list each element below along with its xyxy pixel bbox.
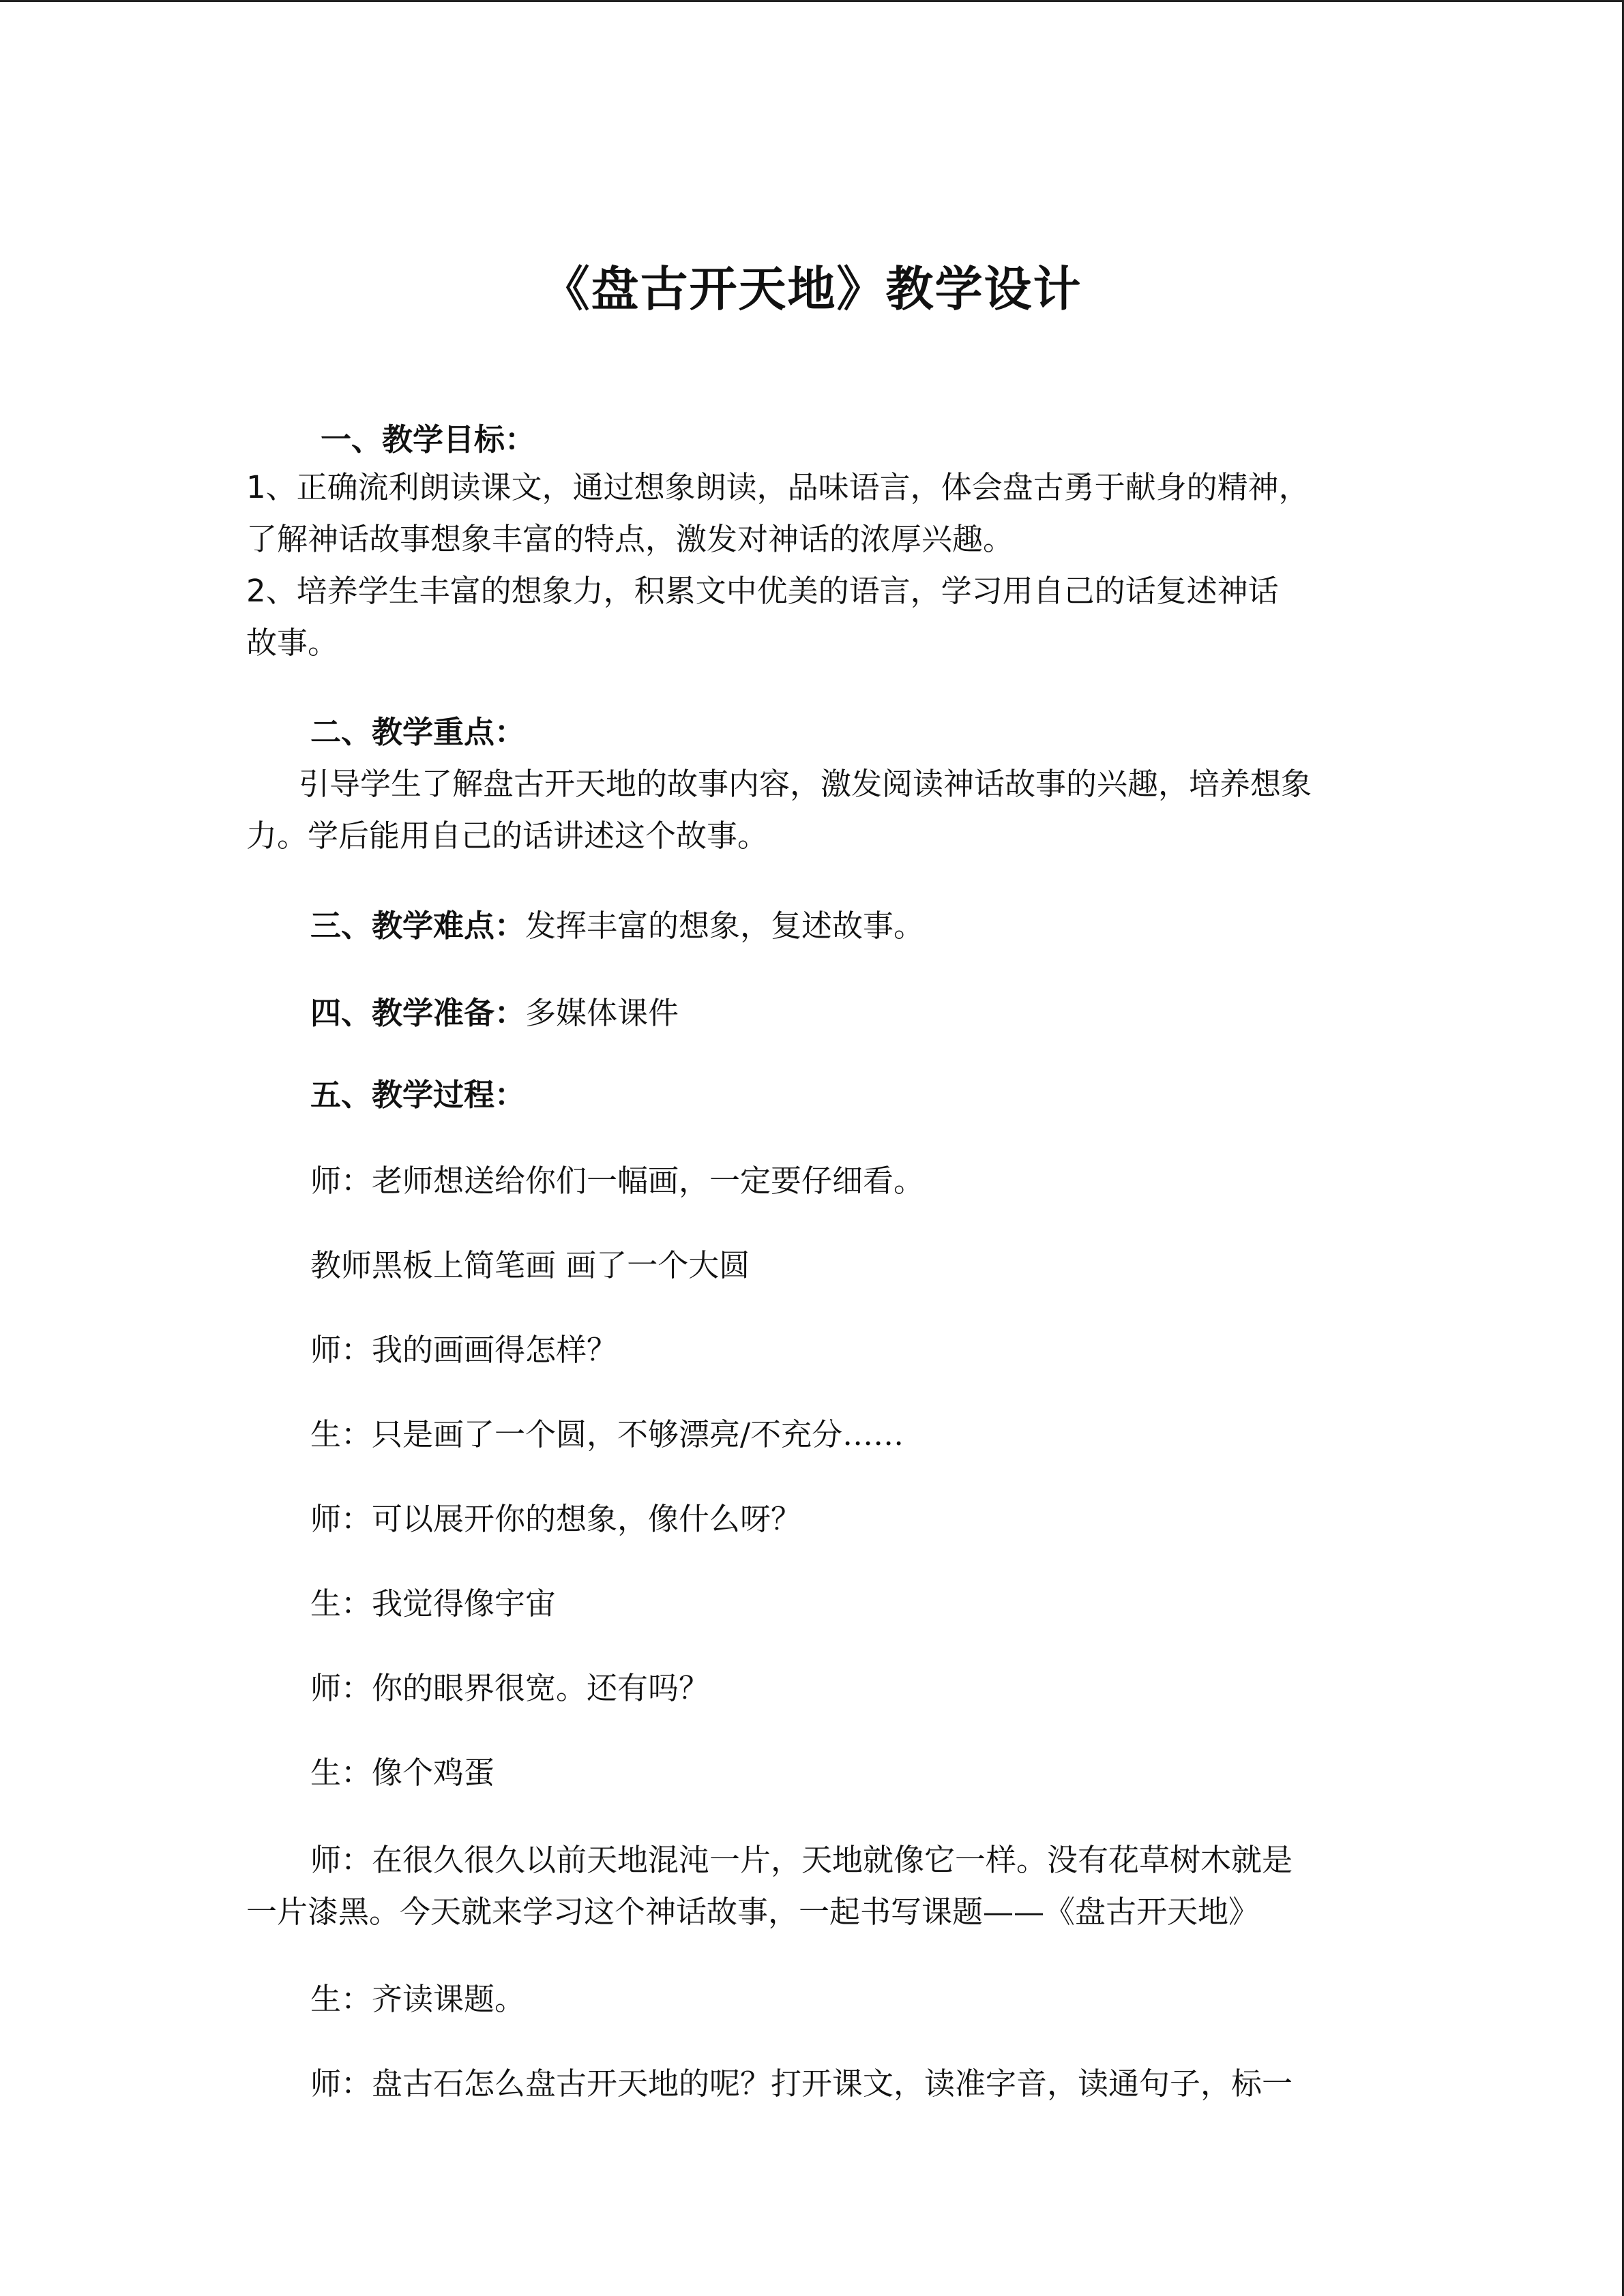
- goal-item-2-number: 2: [246, 573, 266, 609]
- key-points-heading: 二、教学重点：: [310, 714, 526, 750]
- goals-heading: 一、教学目标：: [321, 421, 536, 458]
- dialogue-line: 师：你的眼界很宽。还有吗？: [310, 1670, 710, 1706]
- preparation-label: 四、教学准备：: [310, 995, 526, 1031]
- process-heading: 五、教学过程：: [310, 1077, 526, 1113]
- goal-item-1-number: 1: [246, 469, 266, 505]
- paragraph-line-2: 一片漆黑。今天就来学习这个神话故事，一起书写课题——《盘古开天地》: [246, 1894, 1260, 1930]
- dialogue-line: 师：老师想送给你们一幅画，一定要仔细看。: [310, 1163, 925, 1199]
- dialogue-line: 生：像个鸡蛋: [310, 1755, 495, 1791]
- difficulty-row: [310, 900, 924, 952]
- dialogue-line: 生：齐读课题。: [310, 1981, 526, 2017]
- preparation-row: [310, 987, 679, 1039]
- difficulty-text: 发挥丰富的想象，复述故事。: [525, 908, 925, 944]
- dialogue-line: 师：我的画画得怎样？: [310, 1332, 618, 1368]
- paragraph-line-1: 师：在很久很久以前天地混沌一片，天地就像它一样。没有花草树木就是: [310, 1842, 1293, 1878]
- dialogue-line: 师：可以展开你的想象，像什么呀？: [310, 1501, 802, 1537]
- dialogue-line: 生：我觉得像宇宙: [310, 1585, 557, 1622]
- key-points-line-2: 力。学后能用自己的话讲述这个故事。: [246, 818, 769, 854]
- dialogue-line: 生：只是画了一个圆，不够漂亮/不充分……: [310, 1416, 904, 1452]
- dialogue-line: 教师黑板上简笔画 画了一个大圆: [310, 1247, 750, 1283]
- preparation-text: 多媒体课件: [525, 995, 679, 1031]
- goal-item-2-line-1: [246, 565, 1279, 617]
- dialogue-line: 师：盘古石怎么盘古开天地的呢？打开课文，读准字音，读通句子，标一: [310, 2066, 1293, 2102]
- goal-item-1-line-2: 了解神话故事想象丰富的特点，激发对神话的浓厚兴趣。: [246, 521, 1014, 557]
- goal-item-2-text: 、培养学生丰富的想象力，积累文中优美的语言，学习用自己的话复述神话: [265, 573, 1279, 609]
- document-title: 《盘古开天地》教学设计: [542, 260, 1082, 317]
- goal-item-1-line-1: [246, 462, 1310, 513]
- key-points-line-1: 引导学生了解盘古开天地的故事内容，激发阅读神话故事的兴趣，培养想象: [299, 766, 1312, 802]
- goal-item-2-line-2: 故事。: [246, 625, 339, 661]
- goal-item-1-text: 、正确流利朗读课文，通过想象朗读，品味语言，体会盘古勇于献身的精神，: [265, 469, 1310, 505]
- difficulty-label: 三、教学难点：: [310, 908, 526, 944]
